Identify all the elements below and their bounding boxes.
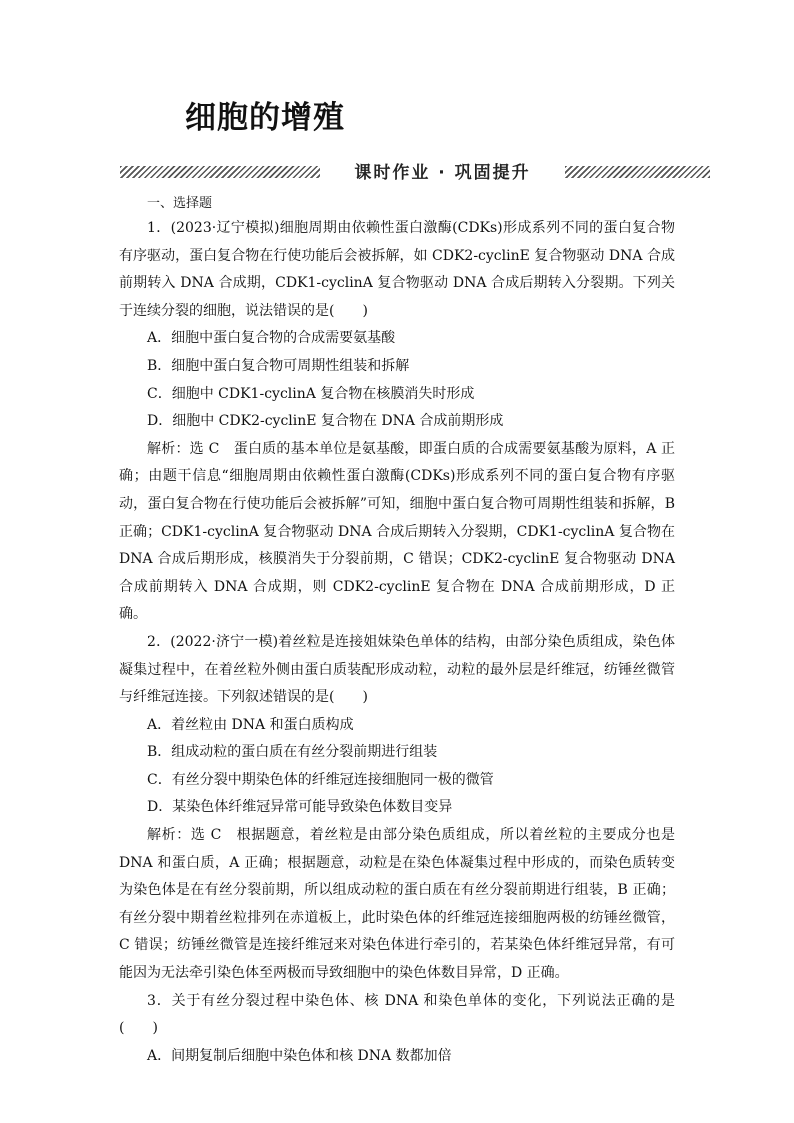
option-b: B．组成动粒的蛋白质在有丝分裂前期进行组装 (147, 744, 438, 761)
banner-stripes-right (565, 166, 710, 178)
option-b: B．细胞中蛋白复合物可周期性组装和拆解 (147, 357, 410, 374)
page-title: 细胞的增殖 (185, 100, 345, 136)
question-stem: 3．关于有丝分裂过程中染色体、核 DNA 和染色单体的变化，下列说法正确的是( ) (119, 992, 675, 1037)
answer-analysis: 解析：选 C 根据题意，着丝粒是由部分染色质组成，所以着丝粒的主要成分也是 DNA 和蛋白质，A 正确；根据题意，动粒是在染色体凝集过程中形成的，而染色质转变为染色体是在有丝分裂前期，所以组成动粒的蛋白质在有丝分裂前期进行组装，B 正确；有丝分裂中期着丝粒排列在赤道板上，此时染色体的纤维冠连接细胞两极的纺锤丝微管，C 错误；纺锤丝微管是连接纤维冠来对染色体进行牵引的，若某染色体纤维冠异常，有可能因为无法牵引染色体至两极而导致细胞中的染色体数目异常，D 正确。 (119, 827, 675, 982)
question-stem: 2．(2022·济宁一模)着丝粒是连接姐妹染色单体的结构，由部分染色质组成，染色体凝集过程中，在着丝粒外侧由蛋白质装配形成动粒，动粒的最外层是纤维冠，纺锤丝微管与纤维冠连接。下列叙述错误的是( ) (119, 633, 675, 706)
answer-analysis: 解析：选 C 蛋白质的基本单位是氨基酸，即蛋白质的合成需要氨基酸为原料，A 正确；由题干信息“细胞周期由依赖性蛋白激酶(CDKs)形成系列不同的蛋白复合物有序驱动，蛋白复合物在行使功能后会被拆解”可知，细胞中蛋白复合物可周期性组装和拆解，B 正确；CDK1-cyclinA 复合物驱动 DNA 合成后期转入分裂期，CDK1-cyclinA 复合物在 DNA 合成后期形成，核膜消失于分裂前期，C 错误；CDK2-cyclinE 复合物驱动 DNA 合成前期转入 DNA 合成期，则 CDK2-cyclinE 复合物在 DNA 合成前期形成，D 正确。 (119, 440, 675, 623)
document-body (119, 193, 675, 1070)
question-2 (119, 629, 675, 988)
section-heading: 一、选择题 (147, 196, 213, 211)
option-d: D．细胞中 CDK2-cyclinE 复合物在 DNA 合成前期形成 (147, 413, 504, 430)
option-d: D．某染色体纤维冠异常可能导致染色体数目变异 (147, 799, 453, 816)
section-banner (120, 160, 710, 186)
question-1 (119, 215, 675, 629)
option-a: A．细胞中蛋白复合物的合成需要氨基酸 (147, 330, 396, 347)
question-stem: 1．(2023·辽宁模拟)细胞周期由依赖性蛋白激酶(CDKs)形成系列不同的蛋白复合物有序驱动，蛋白复合物在行使功能后会被拆解，如 CDK2-cyclinE 复合物驱动 DNA 合成前期转入 DNA 合成期，CDK1-cyclinA 复合物驱动 DNA 合成后期转入分裂期。下列关于连续分裂的细胞，说法错误的是( ) (119, 220, 675, 319)
question-3 (119, 988, 675, 1071)
option-c: C．有丝分裂中期染色体的纤维冠连接细胞同一极的微管 (147, 771, 494, 788)
banner-stripes-left (120, 166, 320, 178)
option-c: C．细胞中 CDK1-cyclinA 复合物在核膜消失时形成 (147, 385, 475, 402)
option-a: A．间期复制后细胞中染色体和核 DNA 数都加倍 (147, 1047, 452, 1064)
option-a: A．着丝粒由 DNA 和蛋白质构成 (147, 716, 354, 733)
banner-label: 课时作业 · 巩固提升 (320, 160, 565, 186)
